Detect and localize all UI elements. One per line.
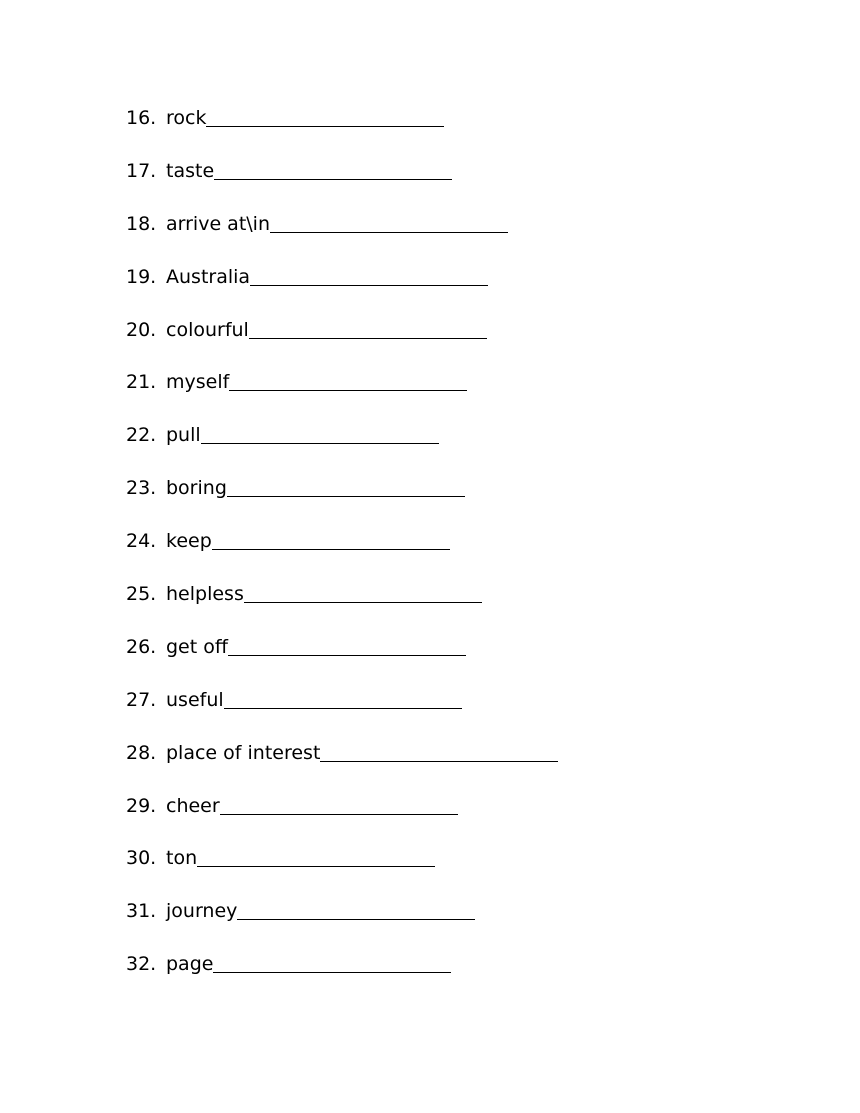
answer-blank[interactable] bbox=[229, 369, 467, 391]
item-number: 19. bbox=[126, 265, 157, 288]
item-word: get off bbox=[166, 635, 228, 658]
answer-blank[interactable] bbox=[249, 317, 487, 339]
list-item bbox=[126, 158, 558, 211]
item-number: 21. bbox=[126, 371, 157, 394]
item-word: boring bbox=[166, 477, 227, 500]
item-word: useful bbox=[166, 688, 224, 711]
item-number: 31. bbox=[126, 900, 157, 923]
item-number: 24. bbox=[126, 530, 157, 553]
list-item bbox=[126, 475, 558, 528]
item-number: 17. bbox=[126, 159, 157, 182]
answer-blank[interactable] bbox=[250, 264, 488, 286]
item-number: 18. bbox=[126, 212, 157, 235]
item-word: helpless bbox=[166, 583, 244, 606]
answer-blank[interactable] bbox=[214, 158, 452, 180]
list-item bbox=[126, 898, 558, 951]
item-number: 16. bbox=[126, 107, 157, 129]
item-word: rock bbox=[166, 107, 207, 129]
list-item bbox=[126, 369, 558, 422]
item-number: 30. bbox=[126, 847, 157, 870]
item-number: 28. bbox=[126, 741, 157, 764]
list-item bbox=[126, 581, 558, 634]
list-item bbox=[126, 793, 558, 846]
item-number: 20. bbox=[126, 318, 157, 341]
item-word: journey bbox=[166, 900, 238, 923]
item-word: cheer bbox=[166, 794, 220, 817]
item-number: 25. bbox=[126, 583, 157, 606]
answer-blank[interactable] bbox=[212, 528, 450, 550]
answer-blank[interactable] bbox=[201, 422, 439, 444]
item-number: 23. bbox=[126, 477, 157, 500]
item-number: 26. bbox=[126, 635, 157, 658]
item-number: 22. bbox=[126, 424, 157, 447]
item-word: taste bbox=[166, 159, 215, 182]
item-word: arrive at\in bbox=[166, 212, 270, 235]
item-word: keep bbox=[166, 530, 212, 553]
vocabulary-list bbox=[126, 105, 558, 1004]
list-item bbox=[126, 264, 558, 317]
list-item bbox=[126, 740, 558, 793]
item-number: 32. bbox=[126, 953, 157, 976]
answer-blank[interactable] bbox=[197, 845, 435, 867]
answer-blank[interactable] bbox=[228, 634, 466, 656]
answer-blank[interactable] bbox=[213, 951, 451, 973]
list-item bbox=[126, 211, 558, 264]
list-item bbox=[126, 687, 558, 740]
list-item bbox=[126, 634, 558, 687]
item-word: colourful bbox=[166, 318, 249, 341]
item-word: place of interest bbox=[166, 741, 321, 764]
item-word: page bbox=[166, 953, 214, 976]
answer-blank[interactable] bbox=[224, 687, 462, 709]
answer-blank[interactable] bbox=[270, 211, 508, 233]
list-item bbox=[126, 422, 558, 475]
item-word: ton bbox=[166, 847, 198, 870]
item-number: 29. bbox=[126, 794, 157, 817]
list-item bbox=[126, 317, 558, 370]
item-word: pull bbox=[166, 424, 201, 447]
answer-blank[interactable] bbox=[237, 898, 475, 920]
list-item bbox=[126, 528, 558, 581]
list-item bbox=[126, 845, 558, 898]
answer-blank[interactable] bbox=[220, 793, 458, 815]
list-item bbox=[126, 951, 558, 1004]
answer-blank[interactable] bbox=[227, 475, 465, 497]
item-word: Australia bbox=[166, 265, 251, 288]
answer-blank[interactable] bbox=[320, 740, 558, 762]
answer-blank[interactable] bbox=[206, 105, 444, 127]
list-item bbox=[126, 105, 558, 158]
answer-blank[interactable] bbox=[244, 581, 482, 603]
item-word: myself bbox=[166, 371, 230, 394]
item-number: 27. bbox=[126, 688, 157, 711]
